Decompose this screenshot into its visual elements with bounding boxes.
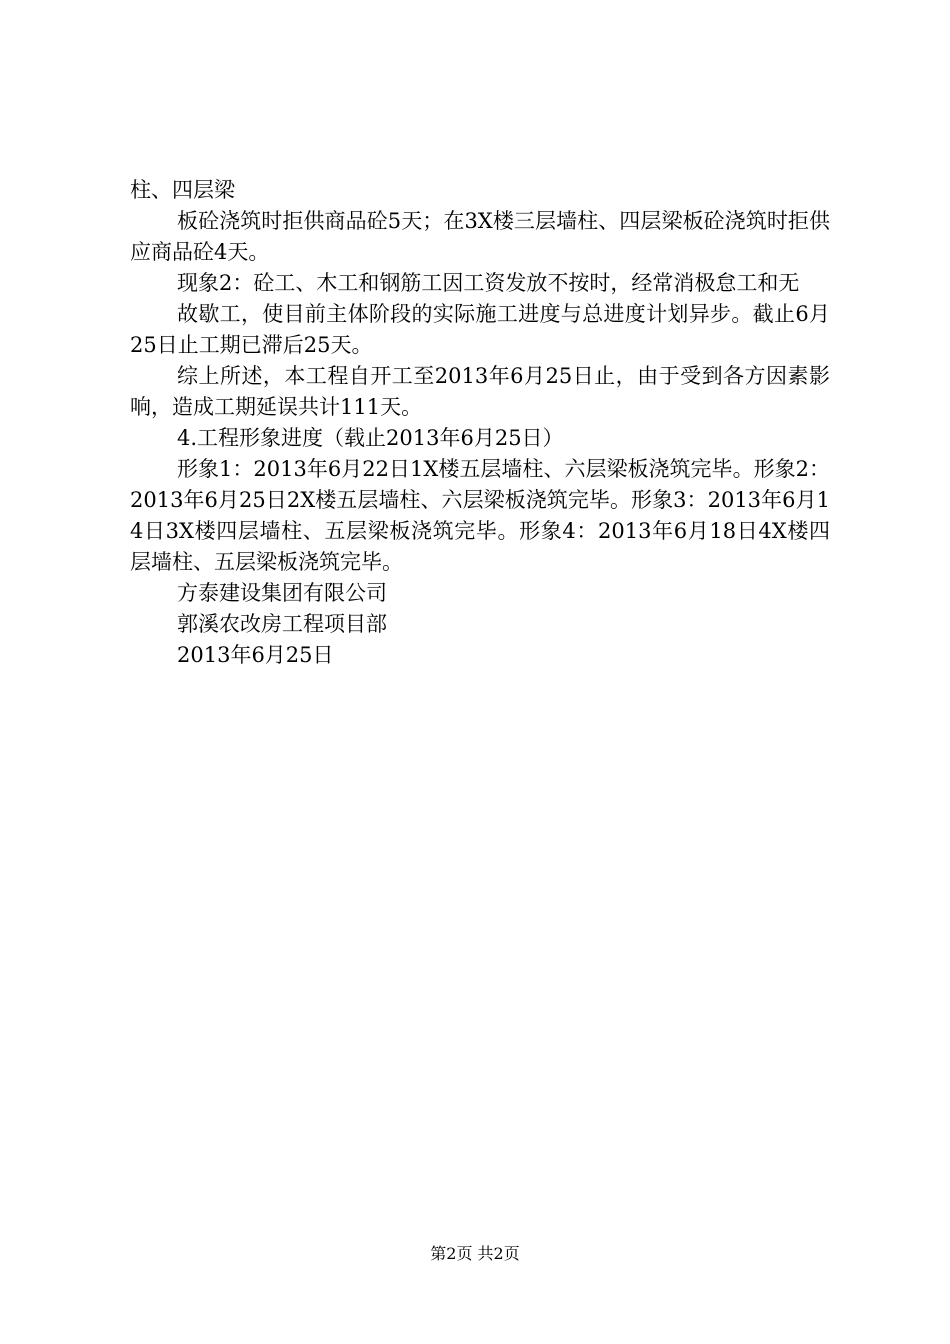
signature-company: 方泰建设集团有限公司 [177, 581, 387, 605]
signature-department: 郭溪农改房工程项目部 [177, 612, 387, 636]
page-footer [0, 1244, 950, 1264]
paragraph-progress-items: 形象1：2013年6月22日1X楼五层墙柱、六层梁板浇筑完毕。形象2：2013年6月25日2X楼五层墙柱、六层梁板浇筑完毕。形象3：2013年6月14日3X楼四层墙柱、五层梁板浇筑完毕。形象4：2013年6月18日4X楼四层墙柱、五层梁板浇筑完毕。 [130, 457, 830, 574]
document-body [130, 175, 830, 671]
paragraph-5: 综上所述，本工程自开工至2013年6月25日止，由于受到各方因素影响，造成工期延误共计111天。 [130, 364, 830, 419]
signature-date: 2013年6月25日 [177, 643, 334, 667]
page-number-label: 第2页 共2页 [430, 1244, 520, 1263]
paragraph-1: 柱、四层梁 [130, 178, 235, 202]
section-heading-progress: 4.工程形象进度（载止2013年6月25日） [177, 426, 564, 450]
paragraph-2: 板砼浇筑时拒供商品砼5天；在3X楼三层墙柱、四层梁板砼浇筑时拒供应商品砼4天。 [130, 209, 830, 264]
paragraph-3: 现象2：砼工、木工和钢筋工因工资发放不按时，经常消极怠工和无 [177, 271, 800, 295]
paragraph-4: 故歇工，使目前主体阶段的实际施工进度与总进度计划异步。截止6月25日止工期已滞后25天。 [130, 302, 830, 357]
